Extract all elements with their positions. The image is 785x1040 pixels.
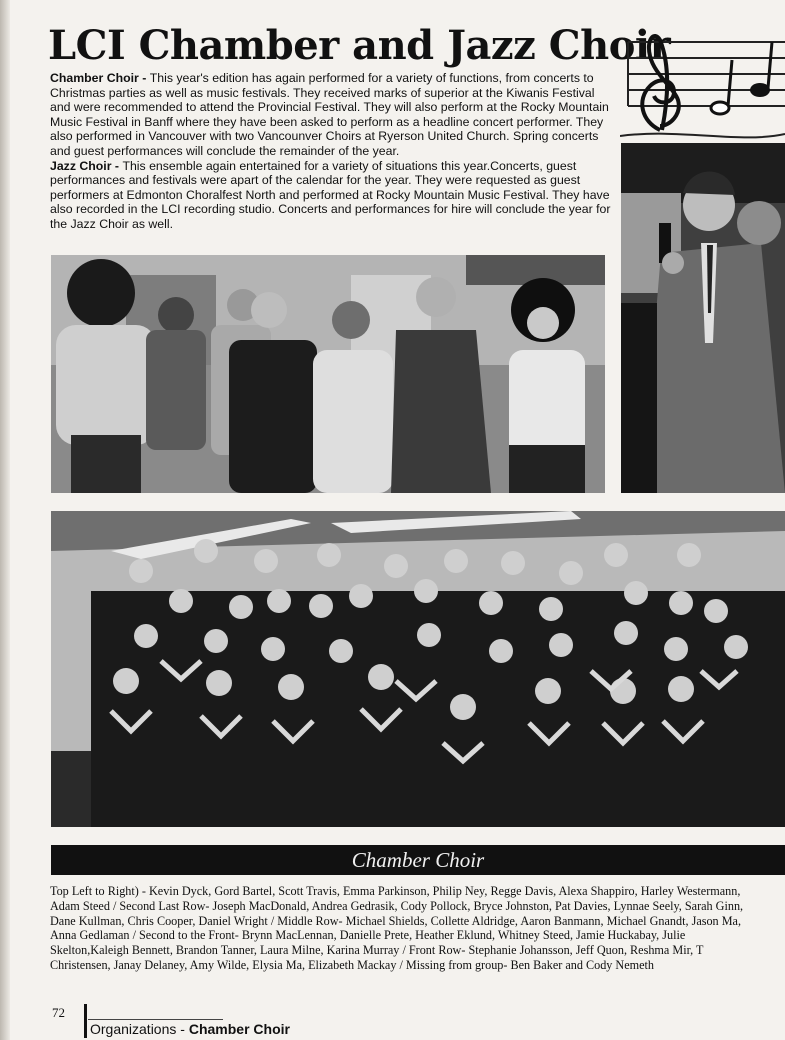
- names-line: Skelton,Kaleigh Bennett, Brandon Tanner, Laura Milne, Karina Murray / Front Row- Stephanie Johansson, Jeff Quon, Reshma Mir, T: [50, 943, 704, 958]
- music-staff-icon: [620, 30, 785, 142]
- page-title: LCI Chamber and Jazz Choir: [48, 22, 671, 69]
- chamber-choir-banner: Chamber Choir: [51, 845, 785, 875]
- singer-photo: [621, 143, 785, 493]
- choir-group-photo-icon: [51, 511, 785, 827]
- names-line: Top Left to Right) - Kevin Dyck, Gord Bartel, Scott Travis, Emma Parkinson, Philip Ney, Regge Davis, Alexa Shappiro, Harley Westermann,: [50, 884, 741, 898]
- names-line: Dane Kullman, Chris Cooper, Daniel Wright / Middle Row- Michael Shields, Collette Aldridge, Aaron Banmann, Michael Gnandt, Jason Ma,: [50, 913, 741, 928]
- member-names: [50, 884, 785, 973]
- intro-text: [50, 71, 612, 232]
- singer-microphone-photo-icon: [621, 143, 785, 493]
- jazz-label: Jazz Choir -: [50, 158, 123, 173]
- names-line: Adam Steed / Second Last Row- Joseph MacDonald, Andrea Gedrasik, Cody Pollock, Bryce Johnston, Pat Davies, Lynnae Seely, Sarah Ginn,: [50, 898, 744, 913]
- jazz-text: This ensemble again entertained for a variety of situations this year.Concerts, guest performances and festivals were apart of the calendar for the year. They were requested as guest performers at Edmonton Choralfest North and performed at Rocky Mountain Music Festival. They have also recorded in the LCI recording studio. Concerts and performances for hire will conclude the year for the Jazz Choir as well.: [50, 158, 611, 231]
- footer-rule: [88, 1019, 223, 1020]
- page-edge: [0, 0, 10, 1040]
- page-number: 72: [52, 1005, 65, 1020]
- names-line: Christensen, Janay Delaney, Amy Wilde, Elysia Ma, Elizabeth Mackay / Missing from group- Ben Baker and Cody Nemeth: [50, 957, 655, 972]
- names-line: Anna Gedlaman / Second to the Front- Brynn MacLennan, Danielle Prete, Heather Eklund, Whitney Steed, Jamie Huckabay, Julie: [50, 928, 686, 943]
- footer-subsection: Chamber Choir: [188, 1021, 290, 1037]
- costume-photo: [51, 255, 605, 493]
- footer-section-label: Organizations -: [90, 1021, 189, 1037]
- chamber-text: This year's edition has again performed for a variety of functions, from concerts to Christmas parties as well as music festivals. They received marks of superior at the Kiwanis Festival and were recommended to attend the Provincial Festival. They will also perform at the Rocky Mountain Music Festival in Banff where they have been asked to perform as a headline concert performer. They also performed in Vancouver with two Vancounver Choirs at Ryerson United Church. Spring concerts and guest performances will conclude the remainder of the year.: [50, 71, 609, 158]
- footer-divider: [84, 1004, 87, 1038]
- footer-section: [90, 1021, 290, 1037]
- jazz-paragraph: [50, 159, 612, 232]
- chamber-paragraph: [50, 71, 612, 159]
- chamber-label: Chamber Choir -: [50, 71, 150, 85]
- choir-photo: [51, 511, 785, 827]
- group-costume-photo-icon: [51, 255, 605, 493]
